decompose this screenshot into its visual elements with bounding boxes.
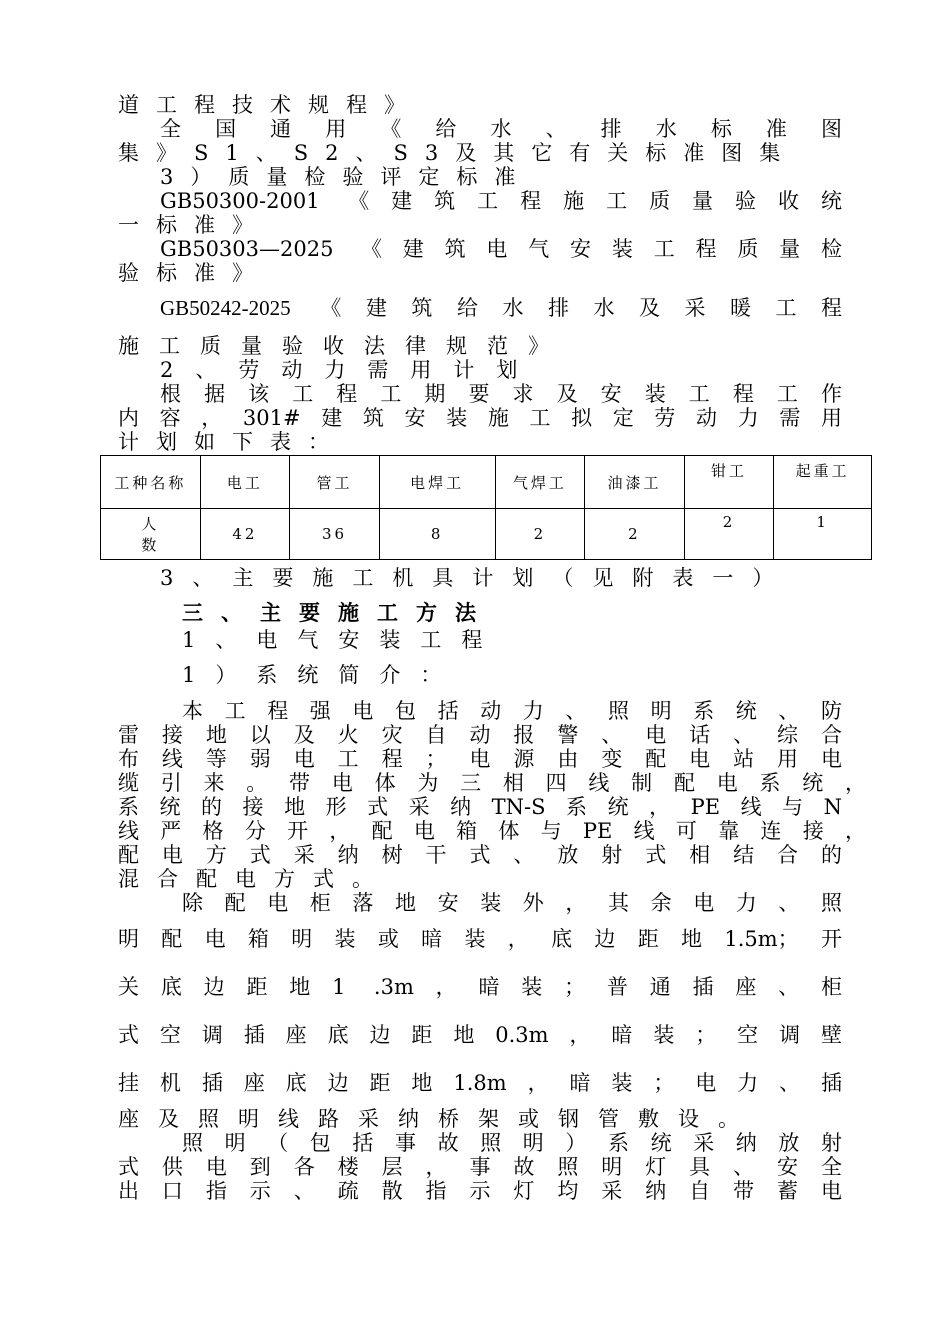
text-line: 3）质量检验评定标准: [160, 165, 533, 189]
paragraph-line: 配电方式采纳树干式、放射式相结合的: [118, 843, 842, 867]
paragraph-line: 座及照明线路采纳桥架或钢管敷设。: [118, 1107, 758, 1131]
text-line: GB50300-2001 《建筑工程施工质量验收统: [160, 189, 842, 213]
table-cell: 8: [379, 509, 495, 560]
paragraph-line: 式供电到各楼层，事故照明灯具、安全: [118, 1155, 842, 1179]
table-header-cell: 管工: [290, 456, 380, 509]
table-row-label: 人数: [101, 509, 201, 560]
paragraph-line: 除配电柜落地安装外，其余电力、照: [182, 891, 842, 915]
table-row: [101, 509, 872, 560]
text-line: GB50303—2025 《建筑电气安装工程质量检: [160, 237, 842, 261]
text-line: 根据该工程工期要求及安装工程工作: [160, 382, 842, 406]
paragraph-line: 雷接地以及火灾自动报警、电话、综合: [118, 723, 842, 747]
text-line: 道工程技术规程》: [118, 93, 422, 117]
subsection-heading: 1、电气安装工程: [182, 628, 503, 652]
table-cell: 2: [684, 509, 774, 560]
paragraph-line: 系统的接地形式采纳TN-S系统，PE线与N: [118, 795, 842, 819]
text-line: 一标准》: [118, 213, 270, 237]
paragraph-line: 关底边距地1 .3m，暗装；普通插座、柜: [118, 975, 842, 999]
paragraph-line: 式空调插座底边距地0.3m，暗装；空调壁: [118, 1023, 842, 1047]
text-line: 内容，301#建筑安装施工拟定劳动力需用: [118, 406, 842, 430]
text-line: 全国通用《给水、排水标准图: [160, 117, 842, 141]
paragraph-line: 本工程强电包括动力、照明系统、防: [182, 699, 842, 723]
paragraph-line: 挂机插座底边距地1.8m，暗装；电力、插: [118, 1071, 842, 1095]
paragraph-line: 布线等弱电工程；电源由变配电站用电: [118, 747, 842, 771]
paragraph-line: 出口指示、疏散指示灯均采纳自带蓄电: [118, 1179, 842, 1203]
paragraph-line: 线严格分开，配电箱体与PE线可靠连接，: [118, 819, 866, 843]
table-header-cell: 电焊工: [379, 456, 495, 509]
text-line: 施工质量验收法律规范》: [118, 334, 569, 358]
table-header-cell: 钳工: [684, 456, 774, 509]
text-line: 2、劳动力需用计划: [160, 358, 540, 382]
text-line: GB50242-2025 《建筑给水排水及采暖工程: [160, 296, 842, 320]
table-header-cell: 起重工: [774, 456, 872, 509]
paragraph-line: 缆引来。带电体为三相四线制配电系统，: [118, 771, 866, 795]
table-cell: 2: [585, 509, 685, 560]
table-cell: 36: [290, 509, 380, 560]
paragraph-line: 照明（包括事故照明）系统采纳放射: [182, 1131, 842, 1155]
table-header-row: [101, 456, 872, 509]
table-cell: 42: [200, 509, 290, 560]
text-line: 计划如下表：: [118, 430, 346, 454]
labor-plan-table: [100, 455, 872, 560]
paragraph-line: 混合配电方式。: [118, 867, 391, 891]
table-header-cell: 气焊工: [495, 456, 585, 509]
subsection-heading: 1）系统简介：: [182, 663, 462, 687]
section-heading: 三、主要施工方法: [182, 600, 494, 625]
paragraph-line: 明配电箱明装或暗装，底边距地1.5m；开: [118, 927, 842, 951]
table-cell: 2: [495, 509, 585, 560]
text-line: 验标准》: [118, 261, 270, 285]
text-line: 3、主要施工机具计划（见附表一）: [160, 566, 793, 590]
table-header-cell: 油漆工: [585, 456, 685, 509]
table-cell: 1: [774, 509, 872, 560]
text-line: 集》S1、S2、S3及其它有关标准图集: [118, 141, 798, 165]
table-header-cell: 电工: [200, 456, 290, 509]
table-header-cell: 工种名称: [101, 456, 201, 509]
